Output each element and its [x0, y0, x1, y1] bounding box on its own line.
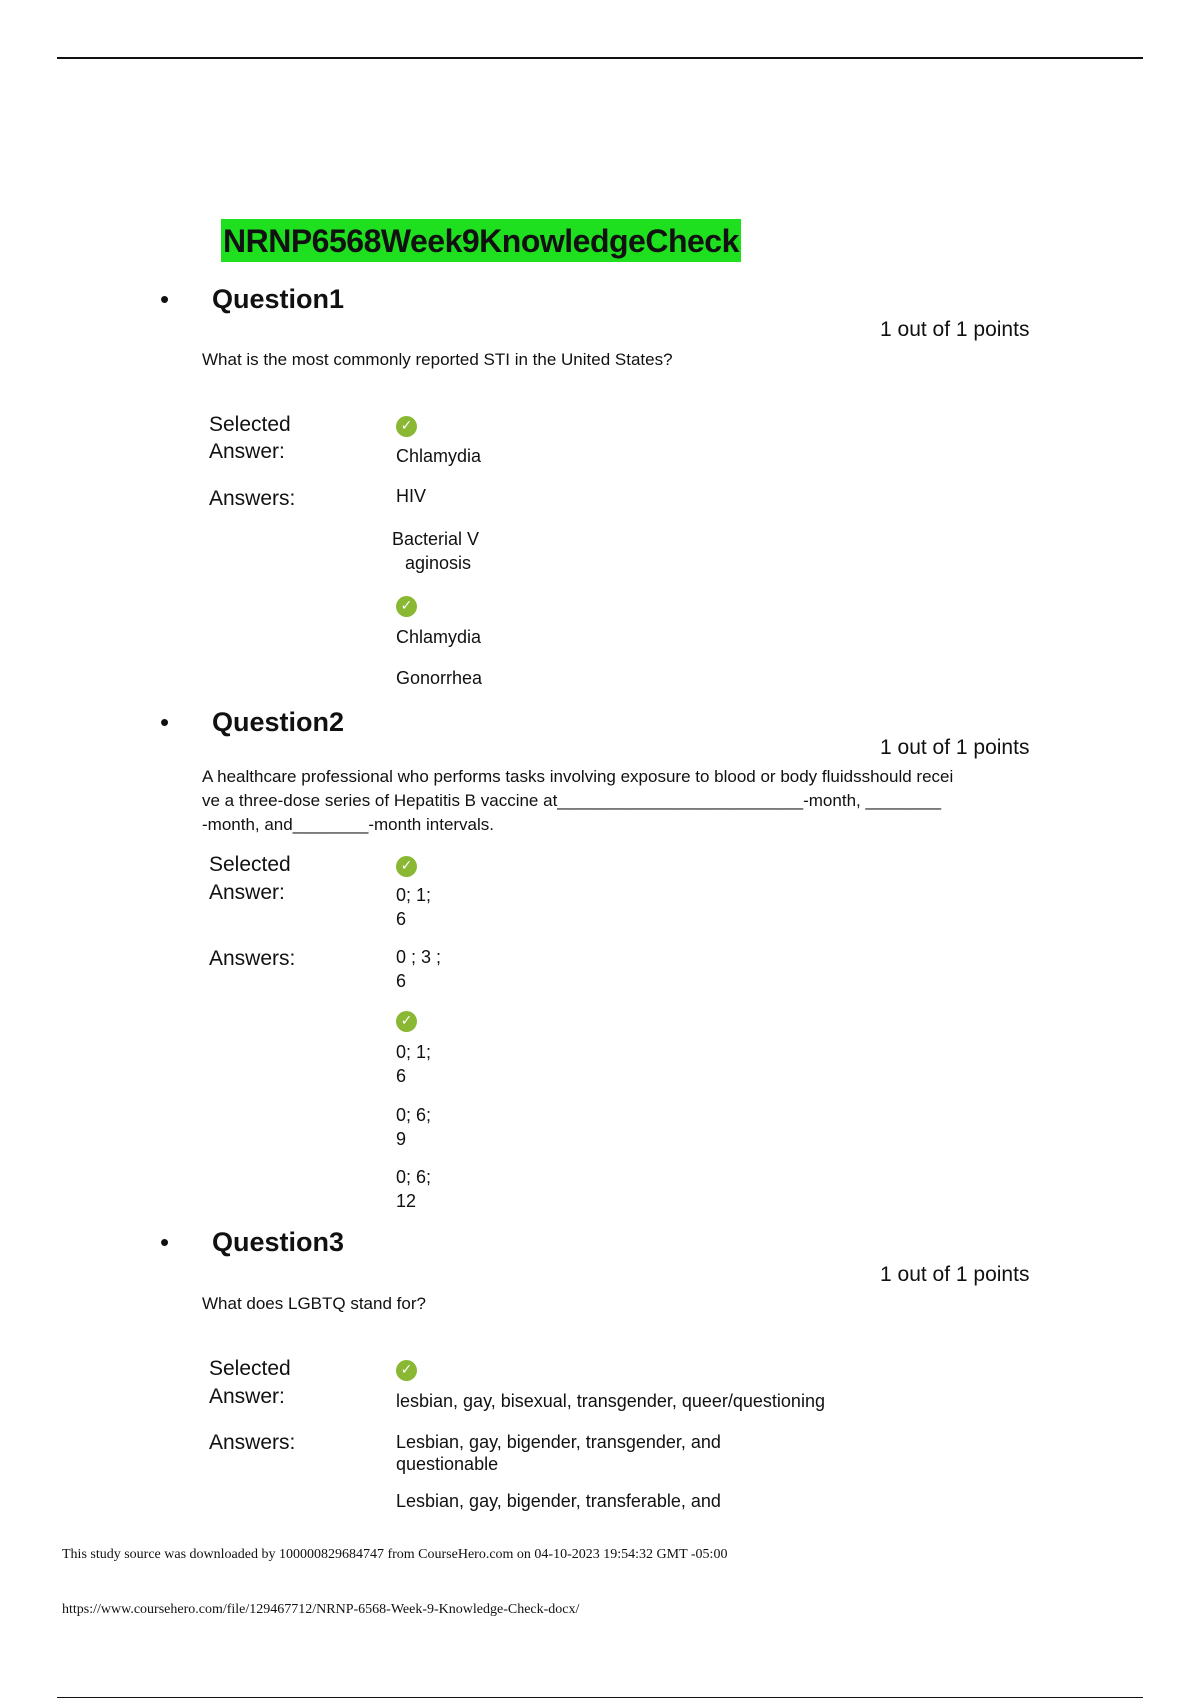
- document-title: NRNP6568Week9KnowledgeCheck: [221, 219, 741, 262]
- answer-option: Gonorrhea: [396, 668, 483, 688]
- bullet: •: [160, 284, 170, 314]
- question-text: -month, and________-month intervals.: [202, 815, 495, 834]
- selected-label: Selected: [209, 853, 291, 876]
- question-title: Question2: [212, 707, 345, 737]
- answer-option: HIV: [396, 486, 427, 506]
- check-circle-icon: ✓: [396, 1360, 417, 1381]
- selected-label: Answer:: [209, 881, 285, 904]
- question-title: Question1: [212, 284, 345, 314]
- question-text: A healthcare professional who performs tasks involving exposure to blood or body fluidsshould recei: [202, 767, 954, 786]
- answers-label: Answers:: [209, 487, 296, 510]
- check-circle-icon: ✓: [396, 856, 417, 877]
- selected-label: Answer:: [209, 440, 285, 463]
- answer-option: 6: [396, 971, 407, 991]
- points-score: 1 out of 1 points: [880, 736, 1030, 759]
- source-url[interactable]: https://www.coursehero.com/file/129467712/NRNP-6568-Week-9-Knowledge-Check-docx/: [62, 1602, 580, 1617]
- answer-option: 0; 1;: [396, 1042, 432, 1062]
- selected-label: Selected: [209, 1357, 291, 1380]
- selected-label: Selected: [209, 413, 291, 436]
- answer-option: Lesbian, gay, bigender, transferable, and: [396, 1491, 721, 1511]
- answer-option: Bacterial V: [392, 529, 480, 549]
- selected-answer: 6: [396, 909, 407, 929]
- answer-option: aginosis: [405, 553, 472, 573]
- answer-option: 0; 6;: [396, 1105, 432, 1125]
- bottom-rule: [57, 1697, 1143, 1698]
- top-rule: [57, 57, 1143, 59]
- bullet: •: [160, 1227, 170, 1257]
- answer-option: 9: [396, 1129, 407, 1149]
- answers-label: Answers:: [209, 947, 296, 970]
- points-score: 1 out of 1 points: [880, 318, 1030, 341]
- question-text: What does LGBTQ stand for?: [202, 1294, 426, 1313]
- check-circle-icon: ✓: [396, 416, 417, 437]
- question-title: Question3: [212, 1227, 345, 1257]
- selected-answer: Chlamydia: [396, 446, 482, 466]
- bullet: •: [160, 707, 170, 737]
- selected-answer: lesbian, gay, bisexual, transgender, queer/questioning: [396, 1391, 825, 1411]
- answers-label: Answers:: [209, 1431, 296, 1454]
- question-text: ve a three-dose series of Hepatitis B vaccine at__________________________-month, ________: [202, 791, 942, 810]
- check-circle-icon: ✓: [396, 596, 417, 617]
- answer-option: questionable: [396, 1454, 499, 1474]
- selected-answer: 0; 1;: [396, 885, 432, 905]
- answer-option: 6: [396, 1066, 407, 1086]
- points-score: 1 out of 1 points: [880, 1263, 1030, 1286]
- answer-option: 12: [396, 1191, 417, 1211]
- answer-option: 0; 6;: [396, 1167, 432, 1187]
- download-note: This study source was downloaded by 100000829684747 from CourseHero.com on 04-10-2023 19:54:32 GMT -05:00: [62, 1547, 728, 1562]
- answer-option: Lesbian, gay, bigender, transgender, and: [396, 1432, 721, 1452]
- question-text: What is the most commonly reported STI in the United States?: [202, 350, 673, 369]
- selected-label: Answer:: [209, 1385, 285, 1408]
- check-circle-icon: ✓: [396, 1011, 417, 1032]
- answer-option: Chlamydia: [396, 627, 482, 647]
- answer-option: 0 ; 3 ;: [396, 947, 442, 967]
